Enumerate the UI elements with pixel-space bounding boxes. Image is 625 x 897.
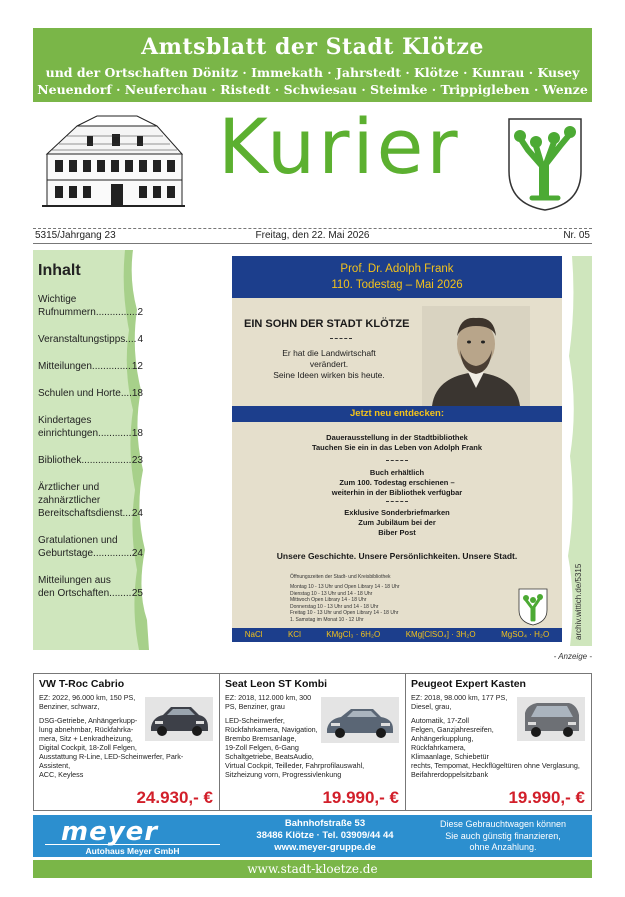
car-photo [321,697,399,743]
feature-line: Brembo Bremsanlage, [225,734,297,743]
poster-stamps [232,508,562,538]
feature-line: LED-Scheinwerfer, [225,716,285,725]
car-title: VW T-Roc Cabrio [39,678,125,690]
toc-item-label: Kindertages [38,415,92,426]
kurier-wordmark: Kurier [218,102,461,191]
feature-line: lung abnehmbar, Rückfahrka- [39,725,134,734]
feature-line: Klimaanlage, Schiebetür [411,752,489,761]
toc-item[interactable] [38,293,143,319]
dealer-city-phone: 38486 Klötze · Tel. 03909/44 44 [256,830,394,841]
car-ad[interactable] [406,674,591,810]
feature-line: Rückfahrkamera, Navigation, [225,725,318,734]
town-hall-illustration [37,114,187,214]
poster-header [232,256,562,298]
masthead-subtitle-1: und der Ortschaften Dönitz · Immekath · Jahrstedt · Klötze · Kunrau · Kusey [45,65,580,80]
opening-hours-line: Freitag 10 - 13 Uhr und Open Library 14 - 18 Uhr [290,610,399,617]
toc-dot-leader [81,454,132,467]
toc-item-label: Gratulationen und [38,535,118,546]
toc-title: Inhalt [38,262,81,279]
toc-item-label: Mitteilungen [38,361,92,372]
feature-line: Automatik, 17-Zoll [411,716,469,725]
dealer-name: Autohaus Meyer GmbH [45,844,220,856]
spec-line: Diesel, grau, [411,702,452,711]
feature-line: Sitzheizung vorn, Progressivlenkung [225,770,342,779]
toc-item-label: Geburtstage [38,548,94,559]
toc-item-label: Bibliothek [38,455,82,466]
toc-item-line [38,454,143,467]
feature-line: Felgen, Ganzjahresreifen, [411,725,494,734]
poster-divider [330,338,352,339]
toc-item-label: den Ortschaften [38,588,110,599]
toc-page-number: 4 [137,334,143,345]
car-price: 24.930,- € [136,788,213,807]
toc-item-label: Ärztlicher und [38,482,100,493]
feature-line: 19-Zoll Felgen, 6-Gang [225,743,299,752]
toc-page-number: 12 [131,361,143,372]
toc-page-number: 23 [131,455,143,466]
poster-book [232,468,562,498]
info-line: Diese Gebrauchtwagen können [439,819,567,829]
formula-label: KMgCl₃ · 6H₂O [326,630,381,639]
toc-item-line [38,333,143,346]
toc-dot-leader [93,547,132,560]
car-price: 19.990,- € [322,788,399,807]
formula-label: MgSO₄ · H₂O [501,630,550,639]
toc-dot-leader [98,427,132,440]
spec-line: EZ: 2022, 96.000 km, 150 PS, [39,693,136,702]
poster-divider [386,460,408,461]
table-of-contents-sidebar [33,250,150,650]
toc-dot-leader [96,306,138,319]
dealer-street: Bahnhofstraße 53 [284,818,366,829]
toc-item[interactable] [38,360,143,373]
poster-divider [386,501,408,502]
toc-item-line [38,360,143,373]
toc-page-number: 2 [137,307,143,318]
opening-hours-line: Montag 10 - 13 Uhr und Open Library 14 - 18 Uhr [290,584,400,590]
toc-item[interactable] [38,414,143,440]
toc-item-label: Bereitschaftsdienst [38,508,123,519]
issue-number: 5315/Jahrgang 23 [35,230,116,241]
poster-anniversary: 110. Todestag – Mai 2026 [331,279,463,291]
poster-band: Jetzt neu entdecken: [232,406,562,422]
toc-item[interactable] [38,387,143,400]
toc-item-label: Rufnummern [38,307,96,318]
car-ad[interactable] [220,674,406,810]
header-band [33,28,592,102]
block-line: Zum 100. Todestag erschienen – [339,478,455,487]
block-line: Tauchen Sie ein in das Leben von Adolph Frank [311,443,483,452]
masthead [33,102,592,226]
feature-line: rechts, Tempomat, Heckflügeltüren ohne Verglasung, [411,761,580,770]
block-line: Dauerausstellung in der Stadtbibliothek [326,433,468,442]
toc-item-line [38,427,143,440]
spec-line: EZ: 2018, 112.000 km, 300 [225,693,312,702]
info-line: ohne Anzahlung. [469,842,537,852]
poster-quote [254,348,404,381]
dealer-website-link[interactable]: www.meyer-gruppe.de [274,842,376,853]
feature-line: Beifahrerdoppelsitzbank [411,770,489,779]
toc-item-line [38,387,143,400]
city-website-link[interactable]: www.stadt-kloetze.de [33,860,592,878]
spec-line: PS, Benziner, grau [225,702,285,711]
poster-exhibition [232,433,562,453]
feature-line: Digital Cockpit, 18-Zoll Felgen, [39,743,137,752]
car-photo [145,697,213,741]
block-line: Biber Post [378,528,416,537]
financing-info [418,819,588,854]
archive-link[interactable]: archiv.wittich.de/5315 [574,563,583,640]
toc-dot-leader [109,587,132,600]
car-title: Seat Leon ST Kombi [225,678,328,690]
toc-page-number: 18 [131,388,143,399]
spec-line: EZ: 2018, 98.000 km, 177 PS, [411,693,508,702]
quote-line: Seine Ideen wirken bis heute. [273,370,385,380]
formula-label: KCl [287,630,301,639]
toc-page-number: 24 [131,548,143,559]
issue-date: Freitag, den 22. Mai 2026 [255,230,370,241]
feature-line: Anhängerkupplung, [411,734,474,743]
feature-line: mera, Sitz + Lenkradheizung, [39,734,133,743]
car-price: 19.990,- € [508,788,585,807]
poster-headline: EIN SOHN DER STADT KLÖTZE [244,318,410,330]
toc-item-line [38,547,143,560]
formula-label: KMg[ClSO₄] · 3H₂O [405,630,476,639]
toc-dot-leader [92,360,132,373]
formula-label: NaCl [244,630,263,639]
toc-item-label: einrichtungen [38,428,99,439]
poster-name: Prof. Dr. Adolph Frank [340,263,454,275]
block-line: Buch erhältlich [369,468,425,477]
poster-coat-of-arms-icon [518,588,548,626]
toc-dot-leader [121,387,132,400]
car-title: Peugeot Expert Kasten [411,678,526,690]
poster-formula-bar [232,628,562,642]
opening-hours-line: Donnerstag 10 - 13 Uhr und 14 - 18 Uhr [290,603,379,610]
quote-line: Er hat die Landwirtschaft [282,348,376,358]
toc-page-number: 25 [131,588,143,599]
toc-item[interactable] [38,534,143,560]
issue-nr: Nr. 05 [563,230,590,241]
toc-item[interactable] [38,454,143,467]
toc-item[interactable] [38,333,143,346]
toc-item[interactable] [38,481,143,520]
poster-slogan: Unsere Geschichte. Unsere Persönlichkeiten. Unsere Stadt. [276,551,518,561]
opening-hours [290,584,400,624]
masthead-subtitle-2: Neuendorf · Neuferchau · Ristedt · Schwiesau · Steimke · Trippigleben · Wenze [37,82,588,97]
block-line: Exklusive Sonderbriefmarken [344,508,450,517]
issue-meta-row [33,228,592,244]
car-ads [33,673,592,811]
feature-line: Virtual Cockpit, Teilleder, Fahrprofilauswahl, [225,761,365,770]
toc-item-line [38,587,143,600]
toc-page-number: 24 [131,508,143,519]
anniversary-poster [232,256,562,642]
coat-of-arms-icon [506,116,584,212]
toc-item-label: Veranstaltungstipps [38,334,126,345]
toc-item-line [38,306,143,319]
quote-line: verändert. [309,359,349,369]
dealer-logo: meyer [61,817,159,847]
masthead-title: Amtsblatt der Stadt Klötze [141,34,484,60]
toc-item-line [38,507,143,520]
feature-line: Rückfahrkamera, [411,743,466,752]
toc-item-label: zahnärztlicher [38,495,101,506]
portrait-image [422,306,530,406]
toc-item-label: Schulen und Horte [38,388,121,399]
advertisement-label: - Anzeige - [553,652,592,661]
toc-item-label: Mitteilungen aus [38,575,111,586]
toc-page-number: 18 [131,428,143,439]
spec-line: Benziner, schwarz, [39,702,100,711]
opening-hours-title: Öffnungszeiten der Stadt- und Kreisbibliothek [290,574,391,580]
block-line: weiterhin in der Bibliothek verfügbar [331,488,463,497]
info-line: Sie auch günstig finanzieren, [445,830,561,841]
feature-line: DSG-Getriebe, Anhängerkupp- [39,716,138,725]
opening-hours-line: Dienstag 10 - 13 Uhr und 14 - 18 Uhr [290,590,373,597]
car-ad[interactable] [34,674,220,810]
block-line: Zum Jubiläum bei der [358,518,436,527]
feature-line: Ausstattung R-Line, LED-Scheinwerfer, Park-Assistent, [39,752,184,770]
van-photo [517,697,585,741]
toc-dot-leader [125,333,137,346]
toc-item[interactable] [38,574,143,600]
feature-line: Schaltgetriebe, BeatsAudio, [225,752,314,761]
toc-list [38,264,143,614]
dealer-banner[interactable] [33,815,592,857]
toc-item-label: Wichtige [38,294,77,305]
toc-dot-leader [123,507,132,520]
opening-hours-line: Mittwoch Open Library 14 - 18 Uhr [290,597,367,604]
dealer-address [225,818,425,854]
opening-hours-line: 1. Samstag im Monat 10 - 12 Uhr [290,616,364,623]
feature-line: ACC, Keyless [39,770,84,779]
